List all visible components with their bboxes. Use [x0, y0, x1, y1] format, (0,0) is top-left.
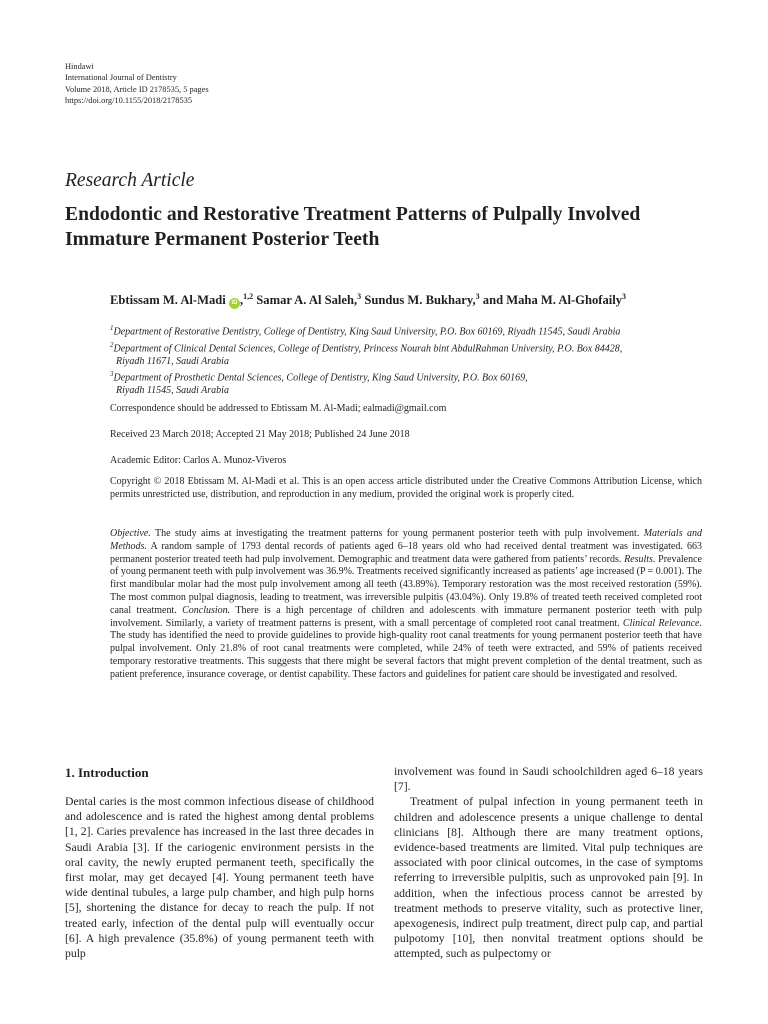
affiliation-number: 3	[110, 370, 114, 379]
body-column-right	[394, 764, 703, 962]
affiliation-item	[110, 368, 710, 398]
abstract-relevance: The study has identified the need to provide guidelines to provide high-quality root canal treatments for young permanent posterior teeth that have pulpal involvement. Only 21.8% of root canal treatments were completed, while 24% of teeth were extracted, and 59% of patients received temporary restorative treatments. This suggests that there might be several factors that might prevent completion of the dental treatment, such as patient preference, insurance coverage, or dentist capability. These factors and guidelines for patient care should be investigated and resolved.	[110, 630, 702, 680]
article-type: Research Article	[65, 170, 195, 191]
volume-info: Volume 2018, Article ID 2178535, 5 pages	[65, 84, 209, 94]
affiliation-number: 1	[110, 324, 114, 332]
publisher-name: Hindawi	[65, 62, 94, 71]
journal-header	[65, 61, 209, 106]
abstract-conclusion: There is a high percentage of children and adolescents with immature permanent posterior teeth with pulp involvement. Similarly, a variety of treatment patterns is present, with a small percentage of completed root canal treatment.	[110, 604, 702, 629]
affiliation-text: Department of Prosthetic Dental Sciences, College of Dentistry, King Saud University, P.O. Box 60169,	[113, 372, 528, 384]
article-title: Endodontic and Restorative Treatment Patterns of Pulpally Involved Immature Permanent Posterior Teeth	[65, 204, 641, 250]
body-paragraph: involvement was found in Saudi schoolchildren aged 6–18 years [7].	[394, 765, 703, 794]
abstract-objective: The study aims at investigating the treatment patterns for young permanent posterior teeth with pulp involvement.	[150, 528, 644, 539]
affiliation-number: 2	[110, 340, 114, 349]
copyright-notice: Copyright © 2018 Ebtissam M. Al-Madi et al. This is an open access article distributed under the Creative Commons Attribution License, which permits unrestricted use, distribution, and reproduction in any medium, provided the original work is properly cited.	[110, 476, 702, 500]
author-name[interactable]: Sundus M. Bukhary,	[364, 293, 476, 308]
doi-link[interactable]: https://doi.org/10.1155/2018/2178535	[65, 95, 193, 105]
affiliation-item	[110, 339, 710, 369]
abstract-label-methods: Materials and Methods.	[110, 528, 702, 552]
affiliation-text: Department of Restorative Dentistry, College of Dentistry, King Saud University, P.O. Box 60169, Riyadh 11545, Saudi Arabia	[113, 326, 621, 338]
author-affiliation-sup: 3	[357, 292, 362, 301]
abstract-label-conclusion: Conclusion.	[182, 604, 231, 616]
author-affiliation-sup: 3	[475, 292, 480, 301]
author-name[interactable]: and Maha M. Al-Ghofaily	[482, 293, 623, 308]
author-list: Ebtissam M. Al-Madi iD ,$^{1,2}$ Samar A. Al Saleh,$^3$ Sundus M. Bukhary,$^3$ and Maha M. Al-Ghofaily$^3$	[110, 292, 627, 308]
author-name[interactable]: Ebtissam M. Al-Madi	[110, 293, 226, 308]
body-column-left	[65, 794, 374, 961]
affiliation-text-cont: Riyadh 11545, Saudi Arabia	[116, 385, 229, 397]
abstract-methods: A random sample of 1793 dental records of patients aged 6–18 years old who had received dental treatment was investigated. 663 permanent posterior treated teeth had pulp involvement. Demographic and treatment data were gathered from patients’ records.	[110, 540, 702, 565]
author-affiliation-sup: 3	[622, 292, 627, 301]
body-paragraph: Dental caries is the most common infectious disease of childhood and adolescence and is rated the highest among dental problems [1, 2]. Caries prevalence has increased in the last three decades in Saudi Arabia [3]. If the cariogenic environment persists in the oral cavity, the newly erupted permanent teeth, specifically the first molar, may get decayed [4]. Young permanent teeth have wide dentinal tubules, a large pulp chamber, and high pulp horns [5], shortening the distance for decay to reach the pulp. If not treated early, infection of the dental pulp will eventually occur [6]. A high prevalence (35.8%) of young permanent teeth with pulp	[65, 795, 374, 961]
orcid-icon[interactable]: iD	[229, 298, 240, 309]
correspondence: Correspondence should be addressed to Ebtissam M. Al-Madi; ealmadi@gmail.com	[110, 403, 447, 414]
abstract-label-relevance: Clinical Relevance.	[622, 617, 702, 629]
author-name[interactable]: Samar A. Al Saleh,	[256, 293, 358, 308]
affiliation-item	[110, 322, 710, 339]
academic-editor: Academic Editor: Carlos A. Munoz-Viveros	[110, 455, 287, 466]
abstract-label-objective: Objective.	[110, 528, 151, 539]
journal-name: International Journal of Dentistry	[65, 73, 177, 83]
abstract	[110, 528, 702, 682]
abstract-label-results: Results.	[624, 553, 656, 565]
affiliation-text-cont: Riyadh 11671, Saudi Arabia	[116, 355, 229, 367]
body-paragraph: Treatment of pulpal infection in young permanent teeth in children and adolescence presents a unique challenge to dental clinicians [8]. Although there are many treatment options, evidence-based treatments are limited. Vital pulp techniques are associated with poor clinical outcomes, in the case of symptoms referring to irreversible pulpitis, such as unprovoked pain [9]. In addition, when the infectious process cannot be arrested by treatment methods to preserve vitality, such as protective liner, apexogenesis, indirect pulp treatment, direct pulp cap, and partial pulpotomy [10], then nonvital treatment options should be attempted, such as pulpectomy or	[394, 795, 703, 961]
section-heading-introduction: 1. Introduction	[65, 765, 149, 780]
abstract-results: Prevalence of young permanent teeth with pulp involvement was 36.9%. Treatments received significantly increased as patients’ age increased (P = 0.001). The first mandibular molar had the most pulp involvement among all teeth (43.89%). Temporary restoration was the most received restoration (59%). The most common pulpal diagnosis, leading to treatment, was irreversible pulpitis (43.04%). Only 19.8% of treated teeth received completed root canal treatment.	[110, 553, 702, 616]
affiliation-list	[110, 322, 710, 398]
author-affiliation-sup: 1,2	[243, 292, 254, 301]
affiliation-text: Department of Clinical Dental Sciences, College of Dentistry, Princess Nourah bint AbdulRahman University, P.O. Box 84428,	[113, 343, 623, 355]
publication-dates: Received 23 March 2018; Accepted 21 May 2018; Published 24 June 2018	[110, 429, 410, 440]
